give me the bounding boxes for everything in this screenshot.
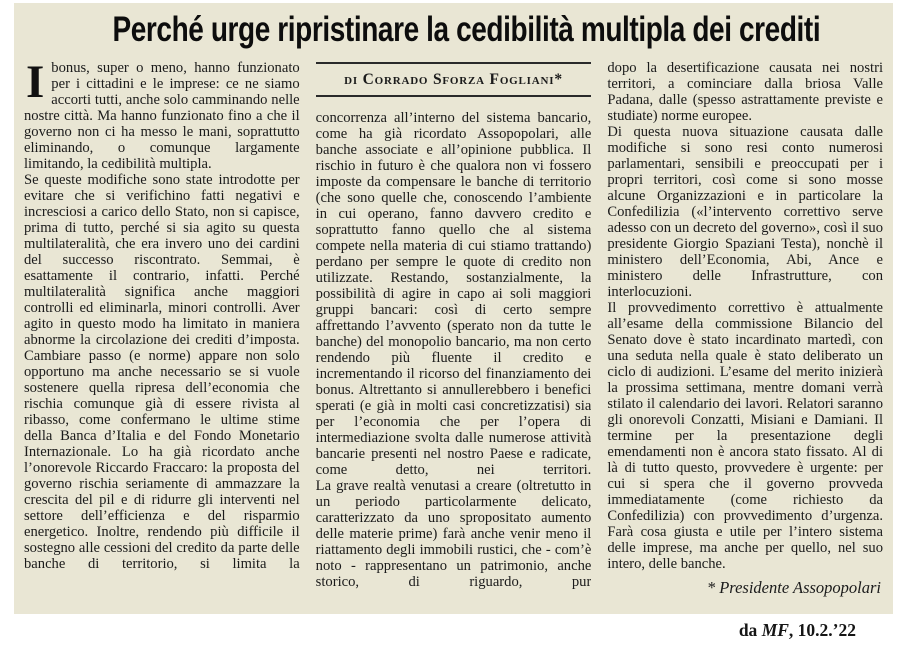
column-2 [316,60,592,608]
paragraph [24,60,300,172]
article-columns [24,60,883,608]
source-attribution [739,620,856,641]
paragraph: dopo la desertificazione causata nei nostri territori, a cominciare dalla briosa Valle Padana, dalle (spesso astrattamente previste e studiate) norme europee. [607,60,883,124]
paragraph: La grave realtà venutasi a creare (oltretutto in un periodo particolarmente delicato, caratterizzato da uno spropositato aumento delle materie prime) farà anche venir meno il riattamento degli immobili rustici, che - com’è noto - rappresentano un patrimonio, anche storico, di riguardo, pur [315,478,592,590]
attribution-date: , 10.2.’22 [788,620,856,640]
attribution-source: MF [761,620,789,640]
drop-cap: I [26,60,45,108]
article-title: Perché urge ripristinare la cedibilità multipla dei crediti [112,10,821,49]
attribution-prefix: da [738,620,762,640]
column-3 [607,60,883,608]
paragraph: Il provvedimento correttivo è attualmente all’esame della commissione Bilancio del Senato dove è stato incardinato martedì, con una seduta nella quale è stato deliberato un ciclo di audizioni. L’esame del merito inizierà la prossima settimana, mentre domani verrà stilato il calendario dei lavori. Relatori saranno gli onorevoli Conzatti, Misiani e Damiani. Il termine per la presentazione degli emendamenti non è ancora stato fissato. Al di là di tutto questo, provvedere è urgente: per cui si spera che il governo provveda immediatamente (come richiesto da Confedilizia) con provvedimento d’urgenza. Farà cosa giusta e utile per l’intero sistema delle imprese, ma anche per quello, nel suo intero, delle banche. [607,300,883,572]
paragraph-text: bonus, super o meno, hanno funzionato per i cittadini e le imprese: ce ne siamo accorti tutti, anche solo camminando nelle nostre città. Ma hanno funzionato fino a che il governo non ci ha messo le mani, soprattutto eliminando, o comunque largamente limitando, la cedibilità multipla. [24,60,300,172]
byline: di Corrado Sforza Fogliani* [344,71,563,88]
author-signature: * Presidente Assopopolari [706,578,882,597]
paragraph: Se queste modifiche sono state introdotte per evitare che si verifichino fatti negativi e incresciosi a carico dello Stato, non si capisce, prima di tutto, perché si sia agito su questa multilateralità, che era invero uno dei cardini del successo riscontrato. Semmai, è esattamente il contrario, infatti. Perché multilateralità significa anche maggiori controlli ed eliminarla, minori controlli. Aver agito in questo modo ha limitato in maniera abnorme la circolazione dei crediti d’imposta. Cambiare passo (e norme) appare non solo opportuno ma anche necessario se si vuole sostenere quella ripresa dell’economia che rischia comunque già di essere rivista al ribasso, come confermano le ultime stime della Banca d’Italia e del Fondo Monetario Internazionale. Lo ha già ricordato anche l’onorevole Riccardo Fraccaro: la proposta del governo rischia seriamente di ammazzare la crescita del pil e di ridurre gli interventi nel settore dell’efficienza e del risparmio energetico. Inoltre, rendendo più difficile il sostegno alle cessioni del credito da parte delle banche di territorio, si limita la [24,172,300,572]
headline-row [24,9,883,53]
byline-box [316,62,592,97]
paragraph: Di questa nuova situazione causata dalle modifiche si sono resi conto numerosi parlamentari, sensibili e preoccupati per i propri territori, così come si sono mosse alcune Organizzazioni e in particolare la Confedilizia («l’intervento correttivo serve adesso con un decreto del governo», così il suo presidente Giorgio Spaziani Testa), nonchè il ministero dell’Economia, Abi, Ance e ministero delle Infrastrutture, con interlocuzioni. [607,124,883,300]
article-box [14,3,893,614]
column-1 [24,60,300,608]
paragraph: concorrenza all’interno del sistema bancario, come ha già ricordato Assopopolari, alle banche associate e all’opinione pubblica. Il rischio in futuro è che qualora non vi fossero imposte da compensare le banche di territorio (che sono quelle che, conoscendo l’ambiente in cui operano, fanno davvero credito e soprattutto fanno quello che al sistema compete nella materia di cui stiamo trattando) perdano per sempre le quote di credito non utilizzate. Restando, sostanzialmente, la possibilità di agire in capo ai soli maggiori gruppi bancari: così di certo sempre affrettando l’avvento (sperato non da tutte le banche) del monopolio bancario, ma non certo rendendo più fluente il credito e incrementando il ricorso del finanziamento dei bonus. Altrettanto si annullerebbero i benefici sperati (e già in molti casi concretizzatisi) sia per l’economia che per l’opera di intermediazione svolta dalle numerose attività bancarie presenti nel nostro Paese e radicate, come detto, nei territori. [315,110,592,478]
